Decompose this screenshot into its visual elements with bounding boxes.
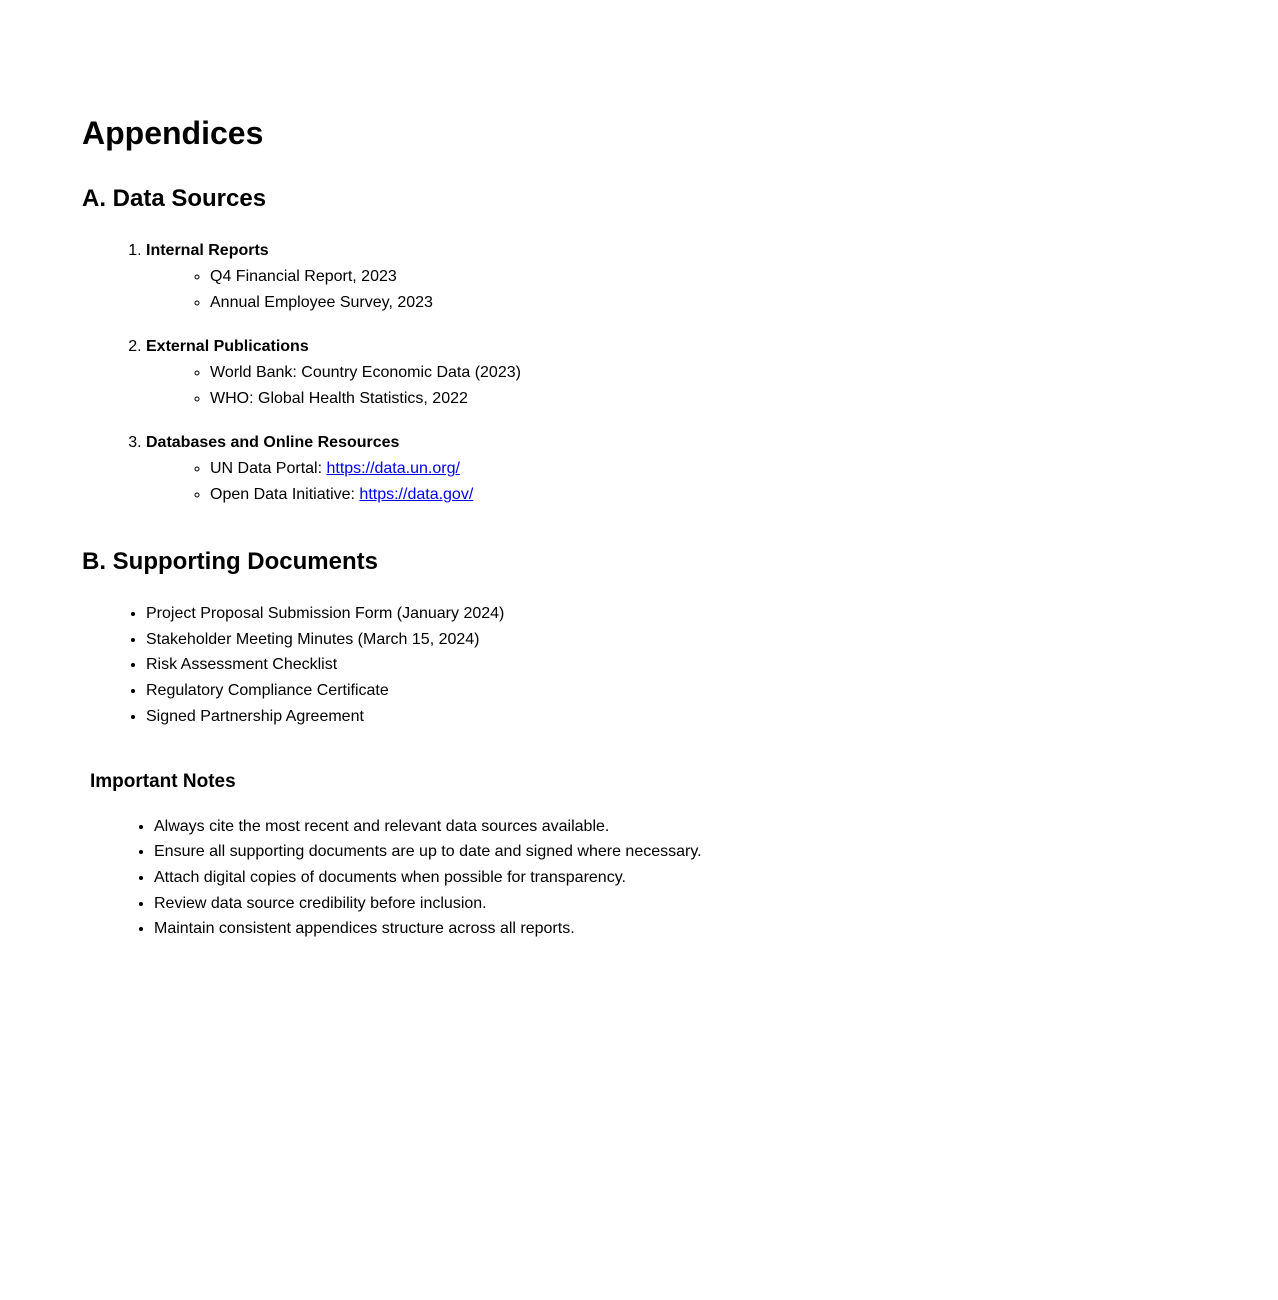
- open-data-initiative-link[interactable]: https://data.gov/: [359, 486, 474, 503]
- note-item: • Attach digital copies of documents when possible for transparency.: [154, 865, 1278, 891]
- source-sublist: [146, 264, 1278, 316]
- source-group-external-publications: [146, 334, 1278, 412]
- notes-list: [90, 814, 1278, 943]
- document-item: • Project Proposal Submission Form (January 2024): [146, 601, 1278, 627]
- section-a-heading: A. Data Sources: [82, 185, 267, 212]
- supporting-documents-list: [82, 601, 1278, 730]
- source-item: ◦ Annual Employee Survey, 2023: [210, 290, 1278, 316]
- note-item: • Ensure all supporting documents are up to date and signed where necessary.: [154, 839, 1278, 865]
- source-group-title: External Publications: [146, 338, 309, 355]
- document-item: • Signed Partnership Agreement: [146, 704, 1278, 730]
- notes-heading: Important Notes: [90, 770, 236, 792]
- source-item: ◦ Q4 Financial Report, 2023: [210, 264, 1278, 290]
- data-sources-list: [82, 238, 1278, 508]
- source-sublist: [146, 360, 1278, 412]
- note-item: • Always cite the most recent and relevant data sources available.: [154, 814, 1278, 840]
- source-sublist: [146, 456, 1278, 508]
- important-notes: [82, 770, 1278, 943]
- document-item: • Regulatory Compliance Certificate: [146, 678, 1278, 704]
- note-item: • Maintain consistent appendices structure across all reports.: [154, 916, 1278, 942]
- section-b-heading: B. Supporting Documents: [82, 548, 378, 575]
- source-item-label: Open Data Initiative:: [210, 486, 360, 503]
- source-item-un-data-portal: [210, 456, 1278, 482]
- source-group-title: Internal Reports: [146, 242, 269, 259]
- page-title: Appendices: [82, 115, 264, 151]
- document-item: • Risk Assessment Checklist: [146, 652, 1278, 678]
- note-item: • Review data source credibility before inclusion.: [154, 891, 1278, 917]
- source-item: ◦ World Bank: Country Economic Data (2023): [210, 360, 1278, 386]
- source-group-internal-reports: [146, 238, 1278, 316]
- source-item-label: UN Data Portal:: [210, 460, 327, 477]
- source-group-databases: [146, 430, 1278, 508]
- un-data-portal-link[interactable]: https://data.un.org/: [326, 460, 460, 477]
- document-item: • Stakeholder Meeting Minutes (March 15, 2024): [146, 627, 1278, 653]
- source-item: ◦ WHO: Global Health Statistics, 2022: [210, 386, 1278, 412]
- source-group-title: Databases and Online Resources: [146, 434, 400, 451]
- source-item-open-data-initiative: [210, 482, 1278, 508]
